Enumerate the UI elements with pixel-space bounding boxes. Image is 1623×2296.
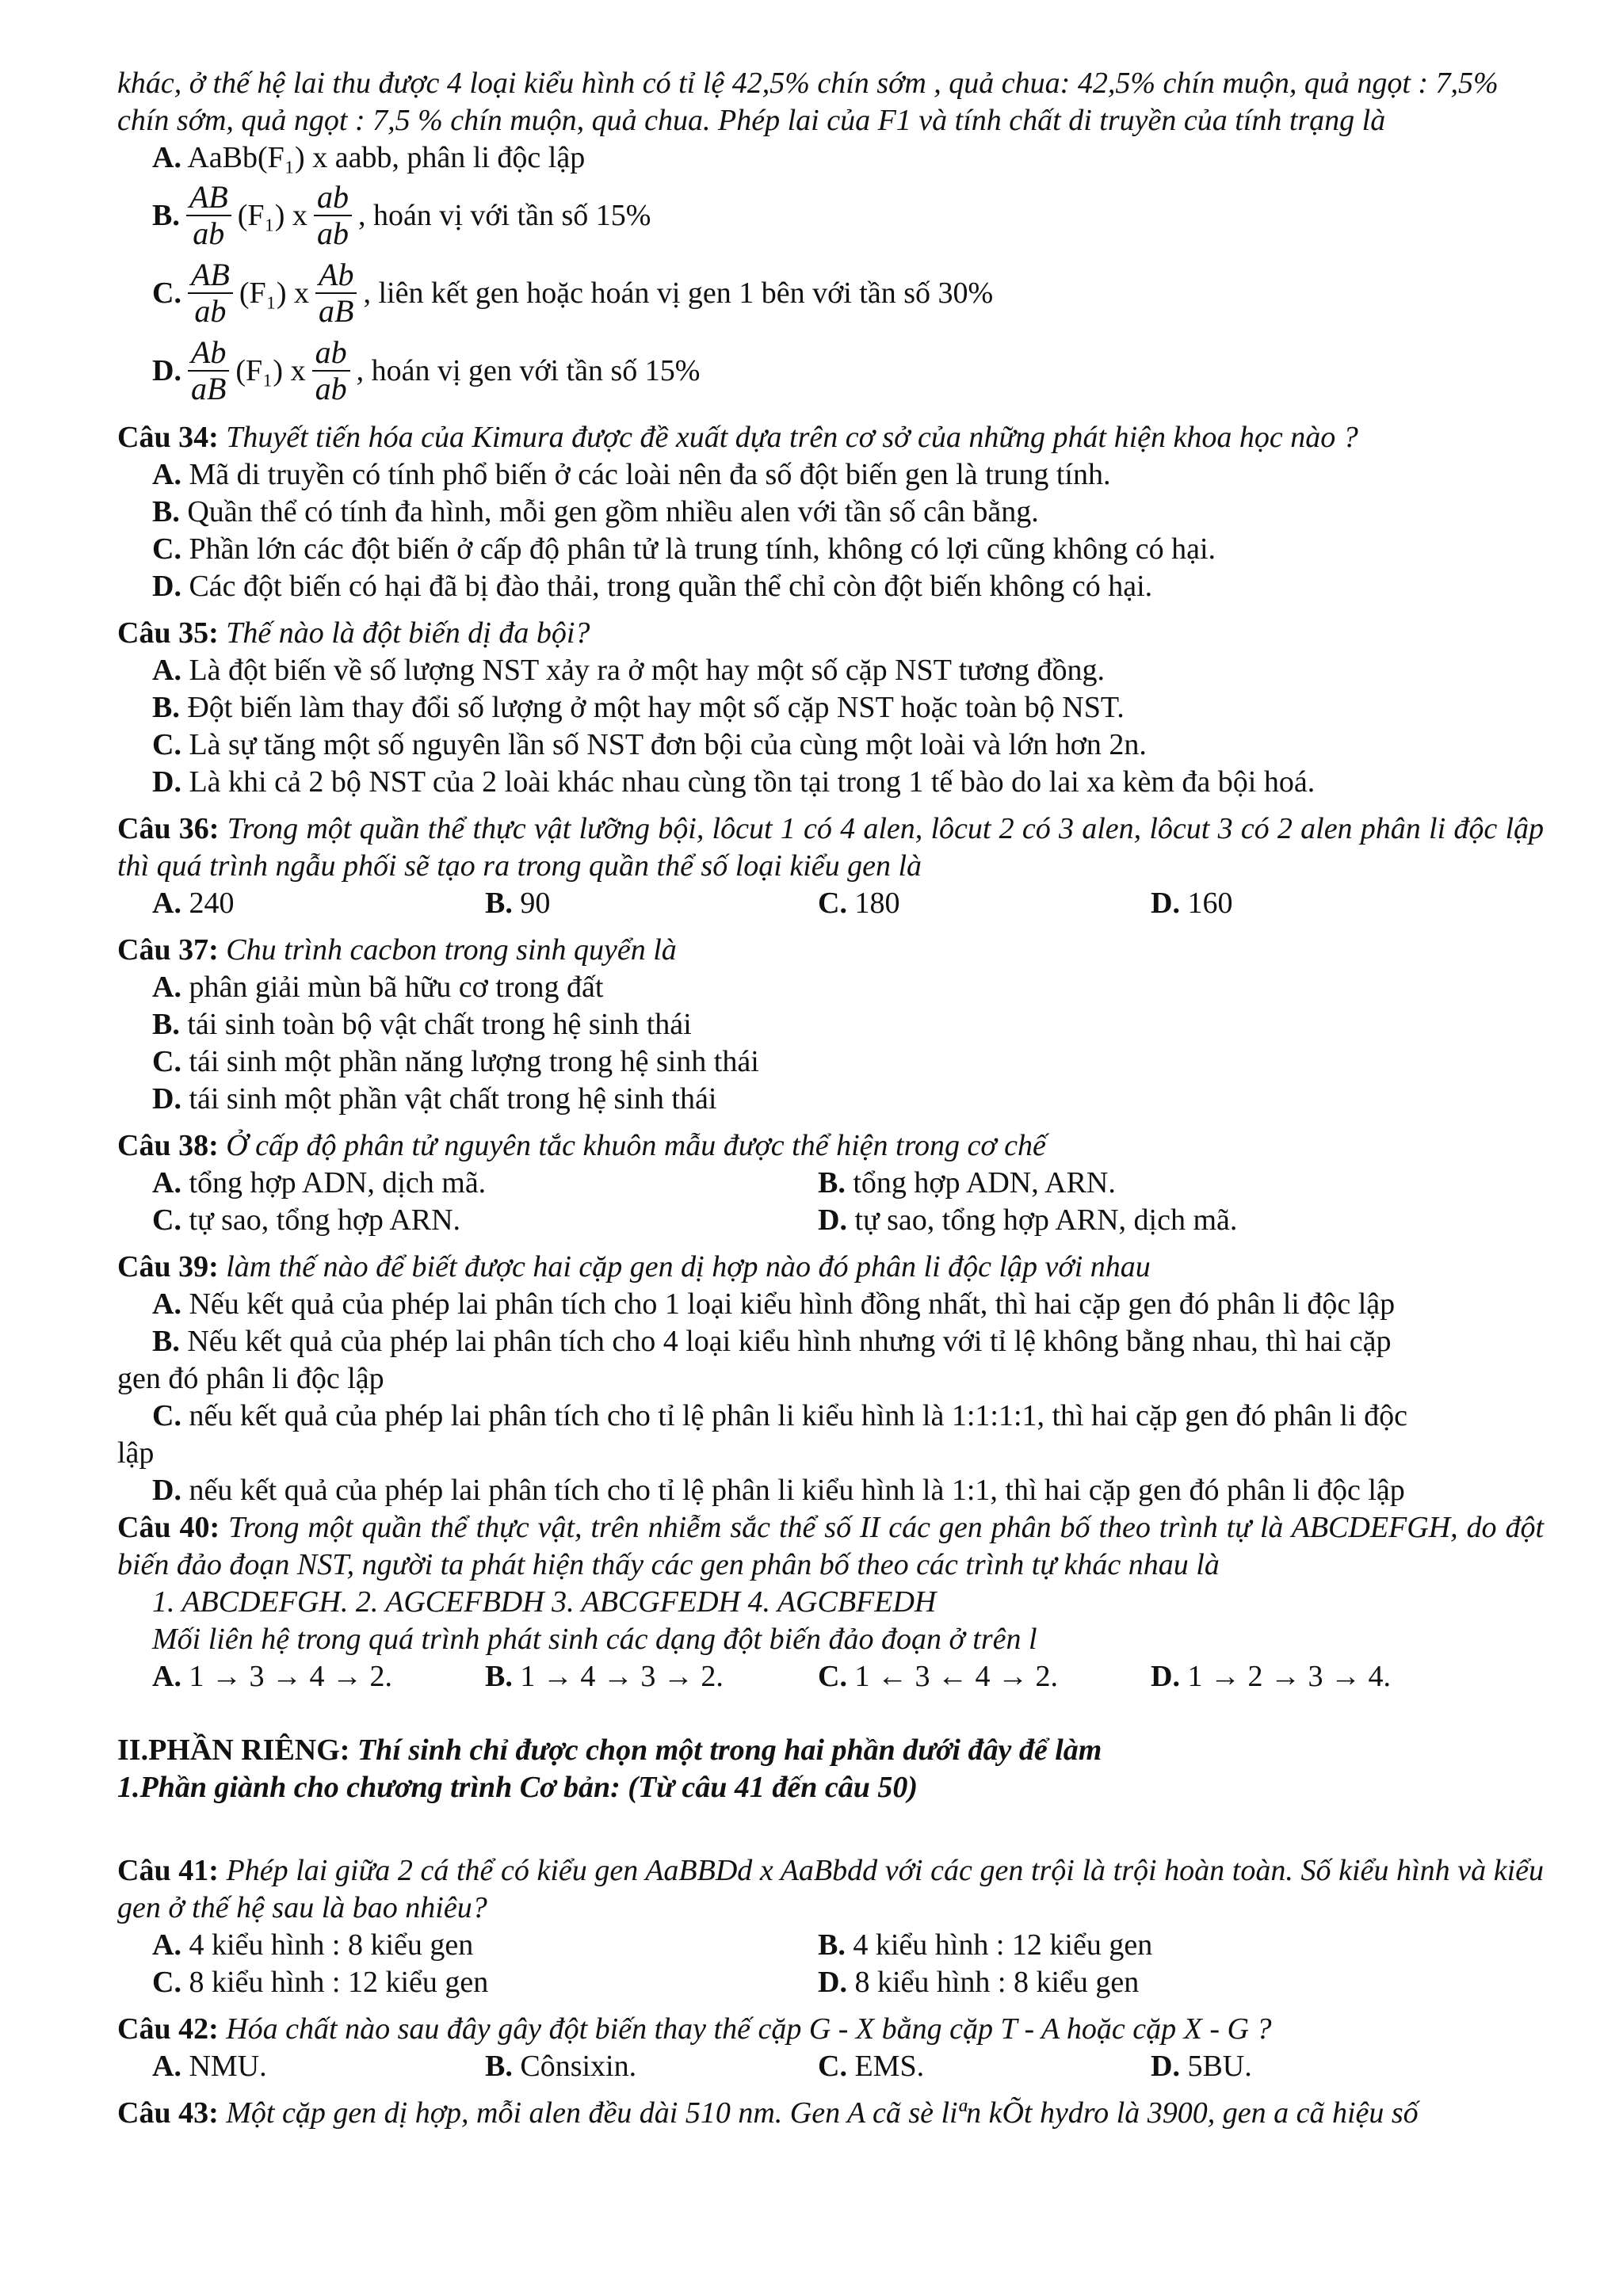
q41-option-c: C. 8 kiểu hình : 12 kiểu gen bbox=[152, 1966, 489, 1999]
q41-option-a: A. 4 kiểu hình : 8 kiểu gen bbox=[152, 1928, 474, 1962]
q42-option-d: D. 5BU. bbox=[1151, 2050, 1252, 2083]
q36-option-a: A. 240 bbox=[152, 887, 235, 920]
q36-options bbox=[117, 885, 1544, 922]
q33-option-b: B. $\frac{AB}{ab}$ (F₁) x $\frac{ab}{ab}$ , hoán vị với tần số 15% bbox=[152, 179, 651, 251]
genotype-fraction: $\frac{ab}{ab}$ bbox=[312, 335, 350, 406]
q35-option-b: B. Đột biến làm thay đổi số lượng ở một hay một số cặp NST hoặc toàn bộ NST. bbox=[152, 691, 1125, 724]
genotype-fraction: $\frac{AB}{ab}$ bbox=[188, 257, 233, 329]
q36-option-b: B. 90 bbox=[485, 887, 551, 920]
q36-option-c: C. 180 bbox=[818, 887, 900, 920]
q39-option-c-continued: lập bbox=[117, 1436, 155, 1470]
q41-option-d: D. 8 kiểu hình : 8 kiểu gen bbox=[818, 1966, 1140, 1999]
section-subheading: 1.Phần giành cho chương trình Cơ bản: (Từ câu 41 đến câu 50) bbox=[117, 1771, 918, 1804]
question-40: Câu 40: Trong một quần thể thực vật, trên nhiễm sắc thể số II các gen phân bố theo trình tự là ABCDEFGH, do đột biến đảo đoạn NST, người ta phát hiện thấy các gen phân bố theo các trình tự khác nhau là bbox=[117, 1511, 1545, 1581]
q40-options bbox=[117, 1658, 1544, 1695]
q40-option-b: B. 1 → 4 → 3 → 2. bbox=[485, 1660, 724, 1693]
q42-option-c: C. EMS. bbox=[818, 2050, 925, 2083]
q38-option-d: D. tự sao, tổng hợp ARN, dịch mã. bbox=[818, 1203, 1238, 1237]
q42-options bbox=[117, 2048, 1544, 2085]
q38-option-a: A. tổng hợp ADN, dịch mã. bbox=[152, 1166, 487, 1199]
q38-option-b: B. tổng hợp ADN, ARN. bbox=[818, 1166, 1116, 1199]
q35-option-d: D. Là khi cả 2 bộ NST của 2 loài khác nhau cùng tồn tại trong 1 tế bào do lai xa kèm đa bội hoá. bbox=[152, 765, 1316, 799]
spacer bbox=[117, 1695, 1544, 1732]
question-34: Câu 34: Thuyết tiến hóa của Kimura được đề xuất dựa trên cơ sở của những phát hiện khoa học nào ? bbox=[117, 421, 1358, 454]
q34-option-a: A. Mã di truyền có tính phổ biến ở các loài nên đa số đột biến gen là trung tính. bbox=[152, 458, 1111, 491]
q39-option-b-continued: gen đó phân li độc lập bbox=[117, 1362, 384, 1395]
question-36: Câu 36: Trong một quần thể thực vật lưỡng bội, lôcut 1 có 4 alen, lôcut 2 có 3 alen, lôcut 3 có 2 alen phân li độc lập thì quá trình ngẫu phối sẽ tạo ra trong quần thể số loại kiểu gen là bbox=[117, 812, 1545, 883]
q35-option-a: A. Là đột biến về số lượng NST xảy ra ở một hay một số cặp NST tương đồng. bbox=[152, 654, 1105, 687]
q39-option-d: D. nếu kết quả của phép lai phân tích cho tỉ lệ phân li kiểu hình là 1:1, thì hai cặp gen đó phân li độc lập bbox=[152, 1474, 1405, 1507]
question-35: Câu 35: Thế nào là đột biến dị đa bội? bbox=[117, 616, 590, 650]
q40-sequences: 1. ABCDEFGH. 2. AGCEFBDH 3. ABCGFEDH 4. AGCBFEDH bbox=[152, 1585, 937, 1619]
genotype-fraction: $\frac{Ab}{aB}$ bbox=[188, 335, 229, 406]
q37-option-a: A. phân giải mùn bã hữu cơ trong đất bbox=[152, 971, 604, 1004]
question-37: Câu 37: Chu trình cacbon trong sinh quyển là bbox=[117, 933, 677, 967]
q40-option-d: D. 1 → 2 → 3 → 4. bbox=[1151, 1660, 1391, 1693]
q40-subquestion: Mối liên hệ trong quá trình phát sinh các dạng đột biến đảo đoạn ở trên l bbox=[152, 1623, 1037, 1656]
genotype-fraction: $\frac{Ab}{aB}$ bbox=[315, 257, 357, 329]
q37-option-d: D. tái sinh một phần vật chất trong hệ sinh thái bbox=[152, 1082, 717, 1116]
section-heading: II.PHẦN RIÊNG: Thí sinh chỉ được chọn một trong hai phần dưới đây để làm bbox=[117, 1733, 1102, 1767]
q39-option-a: A. Nếu kết quả của phép lai phân tích cho 1 loại kiểu hình đồng nhất, thì hai cặp gen đó phân li độc lập bbox=[152, 1287, 1396, 1321]
q34-option-d: D. Các đột biến có hại đã bị đào thải, trong quần thể chỉ còn đột biến không có hại. bbox=[152, 570, 1153, 603]
q37-option-c: C. tái sinh một phần năng lượng trong hệ sinh thái bbox=[152, 1045, 759, 1078]
q34-option-b: B. Quần thể có tính đa hình, mỗi gen gồm nhiều alen với tần số cân bằng. bbox=[152, 495, 1039, 528]
q41-options-row-2 bbox=[117, 1964, 1544, 2001]
q40-option-c: C. 1 ← 3 ← 4 → 2. bbox=[818, 1660, 1058, 1693]
genotype-fraction: $\frac{AB}{ab}$ bbox=[186, 180, 231, 251]
q37-option-b: B. tái sinh toàn bộ vật chất trong hệ sinh thái bbox=[152, 1008, 692, 1041]
question-41: Câu 41: Phép lai giữa 2 cá thể có kiểu gen AaBBDd x AaBbdd với các gen trội là trội hoàn toàn. Số kiểu hình và kiểu gen ở thế hệ sau là bao nhiêu? bbox=[117, 1854, 1544, 1924]
q38-options-row-1 bbox=[117, 1165, 1544, 1202]
q41-options-row-1 bbox=[117, 1927, 1544, 1964]
spacer bbox=[117, 1806, 1544, 1843]
q33-stem-continued: khác, ở thế hệ lai thu được 4 loại kiểu hình có tỉ lệ 42,5% chín sớm , quả chua: 42,5% chín muộn, quả ngọt : 7,5% chín sớm, quả ngọt : 7,5 % chín muộn, quả chua. Phép lai của F1 và tính chất di truyền của tính trạng là bbox=[117, 67, 1499, 137]
q42-option-b: B. Cônsixin. bbox=[485, 2050, 637, 2083]
q33-option-d: D. $\frac{Ab}{aB}$ (F₁) x $\frac{ab}{ab}$ , hoán vị gen với tần số 15% bbox=[152, 334, 701, 406]
q39-option-c: C. nếu kết quả của phép lai phân tích cho tỉ lệ phân li kiểu hình là 1:1:1:1, thì hai cặp gen đó phân li độc bbox=[152, 1399, 1407, 1432]
question-43: Câu 43: Một cặp gen dị hợp, mỗi alen đều dài 510 nm. Gen A cã sè liªn kÕt hydro là 3900, gen a cã hiệu số bbox=[117, 2096, 1419, 2130]
question-38: Câu 38: Ở cấp độ phân tử nguyên tắc khuôn mẫu được thể hiện trong cơ chế bbox=[117, 1129, 1046, 1162]
question-42: Câu 42: Hóa chất nào sau đây gây đột biến thay thế cặp G - X bằng cặp T - A hoặc cặp X - G ? bbox=[117, 2012, 1272, 2046]
question-39: Câu 39: làm thế nào để biết được hai cặp gen dị hợp nào đó phân li độc lập với nhau bbox=[117, 1250, 1151, 1283]
genotype-fraction: $\frac{ab}{ab}$ bbox=[314, 180, 352, 251]
q35-option-c: C. Là sự tăng một số nguyên lần số NST đơn bội của cùng một loài và lớn hơn 2n. bbox=[152, 728, 1147, 761]
q33-option-c: C. $\frac{AB}{ab}$ (F₁) x $\frac{Ab}{aB}$ , liên kết gen hoặc hoán vị gen 1 bên với tần số 30% bbox=[152, 257, 994, 329]
q36-option-d: D. 160 bbox=[1151, 887, 1233, 920]
q42-option-a: A. NMU. bbox=[152, 2050, 267, 2083]
q38-options-row-2 bbox=[117, 1202, 1544, 1239]
q40-option-a: A. 1 → 3 → 4 → 2. bbox=[152, 1660, 392, 1693]
q41-option-b: B. 4 kiểu hình : 12 kiểu gen bbox=[818, 1928, 1153, 1962]
q39-option-b: B. Nếu kết quả của phép lai phân tích cho 4 loại kiểu hình nhưng với tỉ lệ không bằng nhau, thì hai cặp bbox=[152, 1325, 1392, 1358]
q33-option-a: A. AaBb(F₁) x aabb, phân li độc lập bbox=[152, 141, 586, 174]
q38-option-c: C. tự sao, tổng hợp ARN. bbox=[152, 1203, 461, 1237]
q34-option-c: C. Phần lớn các đột biến ở cấp độ phân tử là trung tính, không có lợi cũng không có hại. bbox=[152, 532, 1216, 566]
